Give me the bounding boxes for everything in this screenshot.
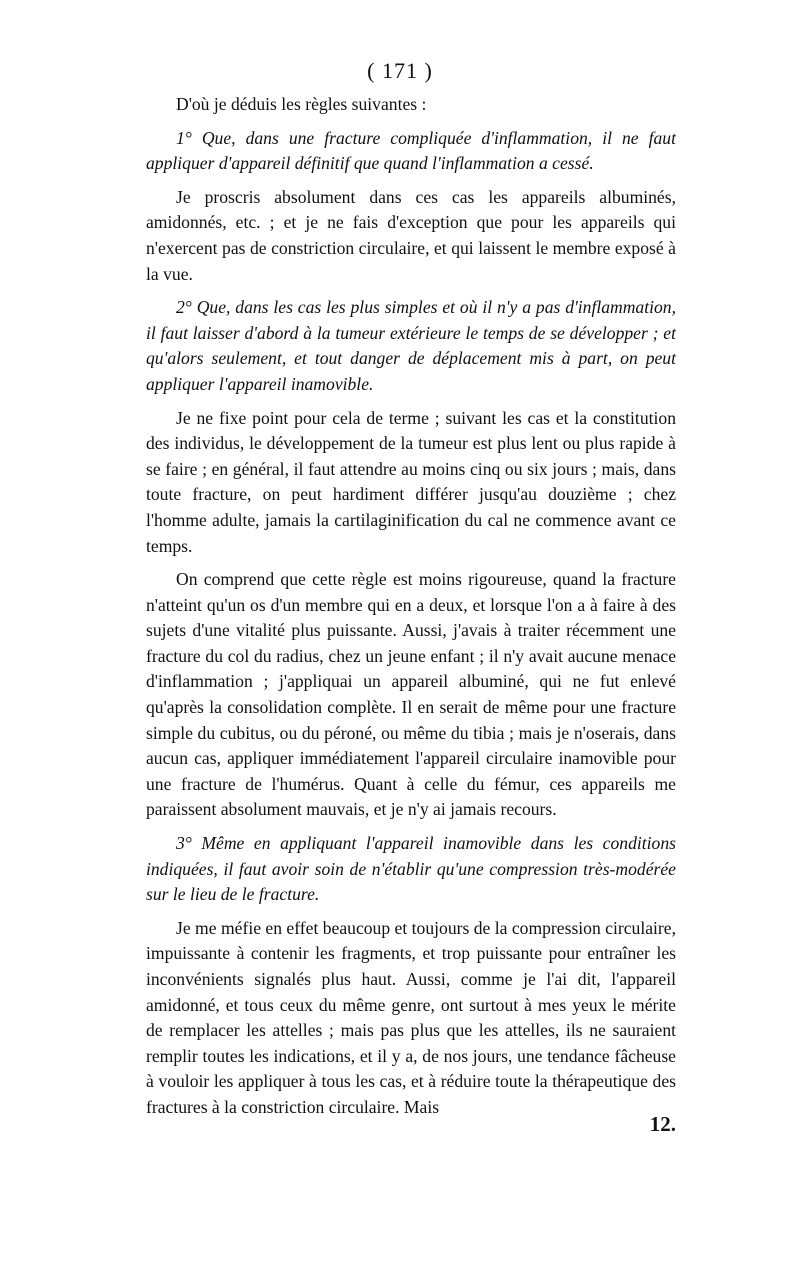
rule-2-paragraph: 2° Que, dans les cas les plus simples et où il n'y a pas d'inflammation, il faut laisser d'abord à la tumeur extérieure le temps de se développer ; et qu'alors seulement, et tout danger de déplacement mis à part, on peut appliquer l'appareil inamovible.: [146, 297, 676, 394]
paragraph-intro: D'où je déduis les règles suivantes :: [176, 94, 427, 114]
paragraph-compression: Je me méfie en effet beaucoup et toujours de la compression circulaire, impuissante à contenir les fragments, et trop puissante pour entraîner les inconvénients signalés plus haut. Aussi, comme je l'ai dit, l'appareil amidonné, et tous ceux du même genre, ont surtout à mes yeux le mérite de remplacer les attelles ; mais pas plus que les attelles, ils ne sauraient remplir toutes les indications, et il y a, de nos jours, une tendance fâcheuse à vouloir les appliquer à tous les cas, et à réduire toute la thérapeutique des fractures à la constriction circulaire. Mais: [146, 917, 676, 1117]
body-text: [146, 92, 676, 1129]
page-number: ( 171 ): [367, 58, 433, 83]
signature-mark: 12.: [649, 1112, 676, 1136]
rule-1-paragraph: 1° Que, dans une fracture compliquée d'inflammation, il ne faut appliquer d'appareil définitif que quand l'inflammation a cessé.: [146, 127, 676, 174]
paragraph-proscription: Je proscris absolument dans ces cas les appareils albuminés, amidonnés, etc. ; et je ne fais d'exception que pour les appareils qui n'exercent pas de constriction circulaire, et qui laissent le membre exposé à la vue.: [146, 186, 676, 284]
paragraph-timing: Je ne fixe point pour cela de terme ; suivant les cas et la constitution des individus, le développement de la tumeur est plus lent ou plus rapide à se faire ; en général, il faut attendre au moins cinq ou six jours ; mais, dans toute fracture, on peut hardiment différer jusqu'au douzième ; chez l'homme adulte, jamais la cartilaginification du cal ne commence avant ce temps.: [146, 407, 676, 556]
rule-3-paragraph: 3° Même en appliquant l'appareil inamovible dans les conditions indiquées, il faut avoir soin de n'établir qu'une compression très-modérée sur le lieu de le fracture.: [146, 833, 676, 905]
paragraph-examples: On comprend que cette règle est moins rigoureuse, quand la fracture n'atteint qu'un os d'un membre qui en a deux, et lorsque l'on a à faire à des sujets d'une vitalité plus puissante. Aussi, j'avais à traiter récemment une fracture du col du radius, chez un jeune enfant ; il n'y avait aucune menace d'inflammation ; j'appliquai un appareil albuminé, qui ne fut enlevé qu'après la consolidation complète. Il en serait de même pour une fracture simple du cubitus, ou du péroné, ou même du tibia ; mais je n'oserais, dans aucun cas, appliquer immédiatement l'appareil circulaire inamovible pour une fracture de l'humérus. Quant à celle du fémur, ces appareils me paraissent absolument mauvais, et je n'y ai jamais recours.: [146, 569, 676, 820]
